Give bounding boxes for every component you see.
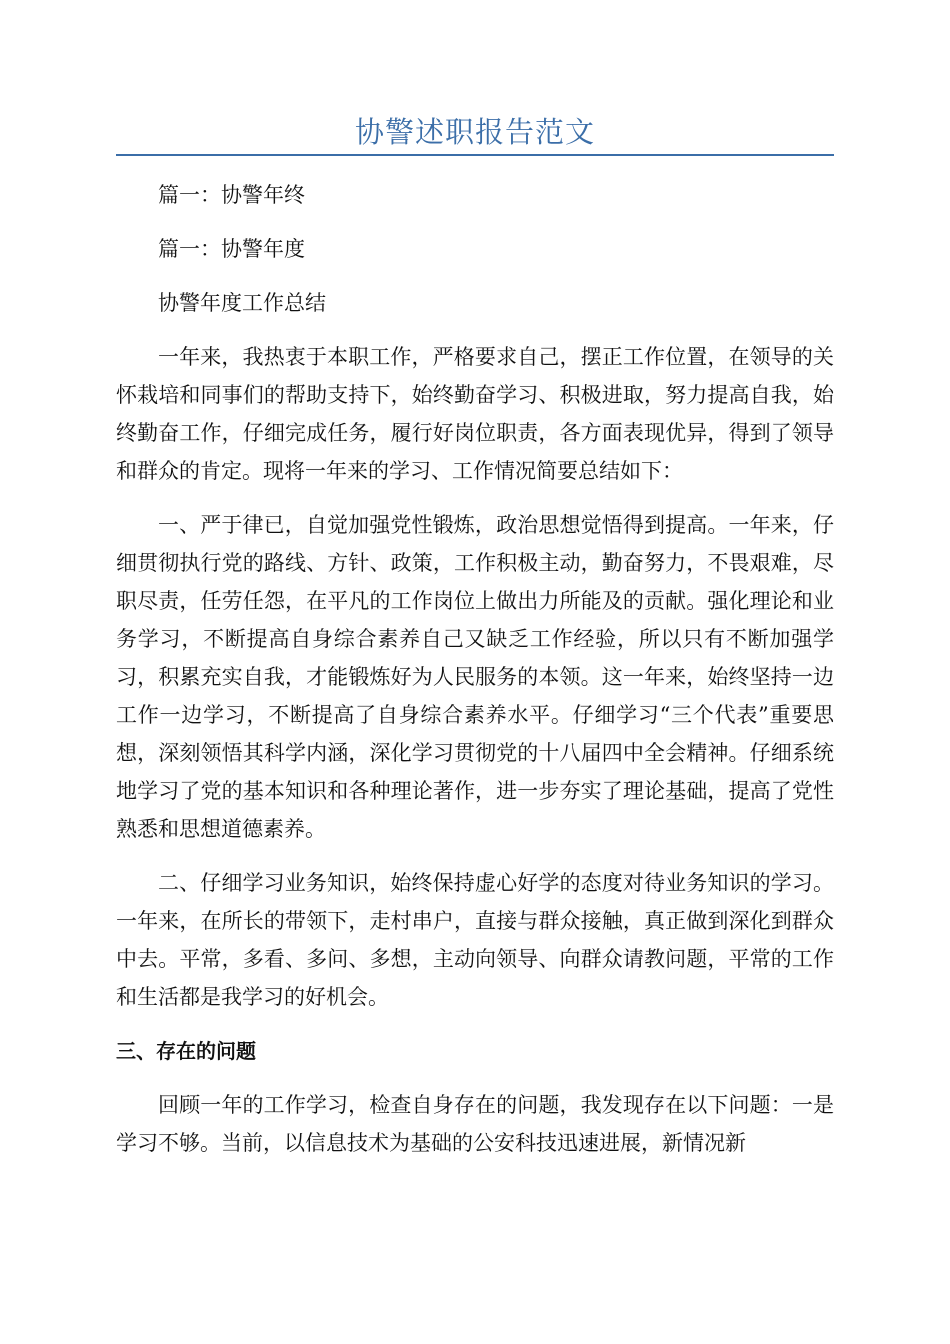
paragraph-section-one-annual: 篇一：协警年度 [158,237,305,261]
paragraph-point-two: 二、仔细学习业务知识，始终保持虚心好学的态度对待业务知识的学习。一年来，在所长的带领下，走村串户，直接与群众接触，真正做到深化到群众中去。平常，多看、多问、多想，主动向领导、向群众请教问题，平常的工作和生活都是我学习的好机会。 [116,871,834,1009]
document-title: 协警述职报告范文 [354,115,595,149]
paragraph-summary-title: 协警年度工作总结 [158,291,326,315]
title-underline [116,154,834,156]
paragraph-review: 回顾一年的工作学习，检查自身存在的问题，我发现存在以下问题：一是学习不够。当前，以信息技术为基础的公安科技迅速进展，新情况新 [116,1093,834,1155]
section-heading-problems: 三、存在的问题 [116,1039,256,1063]
paragraph-section-one: 篇一：协警年终 [158,183,305,207]
paragraph-point-one: 一、严于律已，自觉加强党性锻炼，政治思想觉悟得到提高。一年来，仔细贯彻执行党的路线、方针、政策，工作积极主动，勤奋努力，不畏艰难，尽职尽责，任劳任怨，在平凡的工作岗位上做出力所能及的贡献。强化理论和业务学习，不断提高自身综合素养自己又缺乏工作经验，所以只有不断加强学习，积累充实自我，才能锻炼好为人民服务的本领。这一年来，始终坚持一边工作一边学习，不断提高了自身综合素养水平。仔细学习“三个代表”重要思想，深刻领悟其科学内涵，深化学习贯彻党的十八届四中全会精神。仔细系统地学习了党的基本知识和各种理论著作，进一步夯实了理论基础，提高了党性熟悉和思想道德素养。 [116,513,834,841]
paragraph-intro: 一年来，我热衷于本职工作，严格要求自己，摆正工作位置，在领导的关怀栽培和同事们的帮助支持下，始终勤奋学习、积极进取，努力提高自我，始终勤奋工作，仔细完成任务，履行好岗位职责，各方面表现优异，得到了领导和群众的肯定。现将一年来的学习、工作情况简要总结如下： [116,345,834,483]
document-body [116,176,834,1162]
